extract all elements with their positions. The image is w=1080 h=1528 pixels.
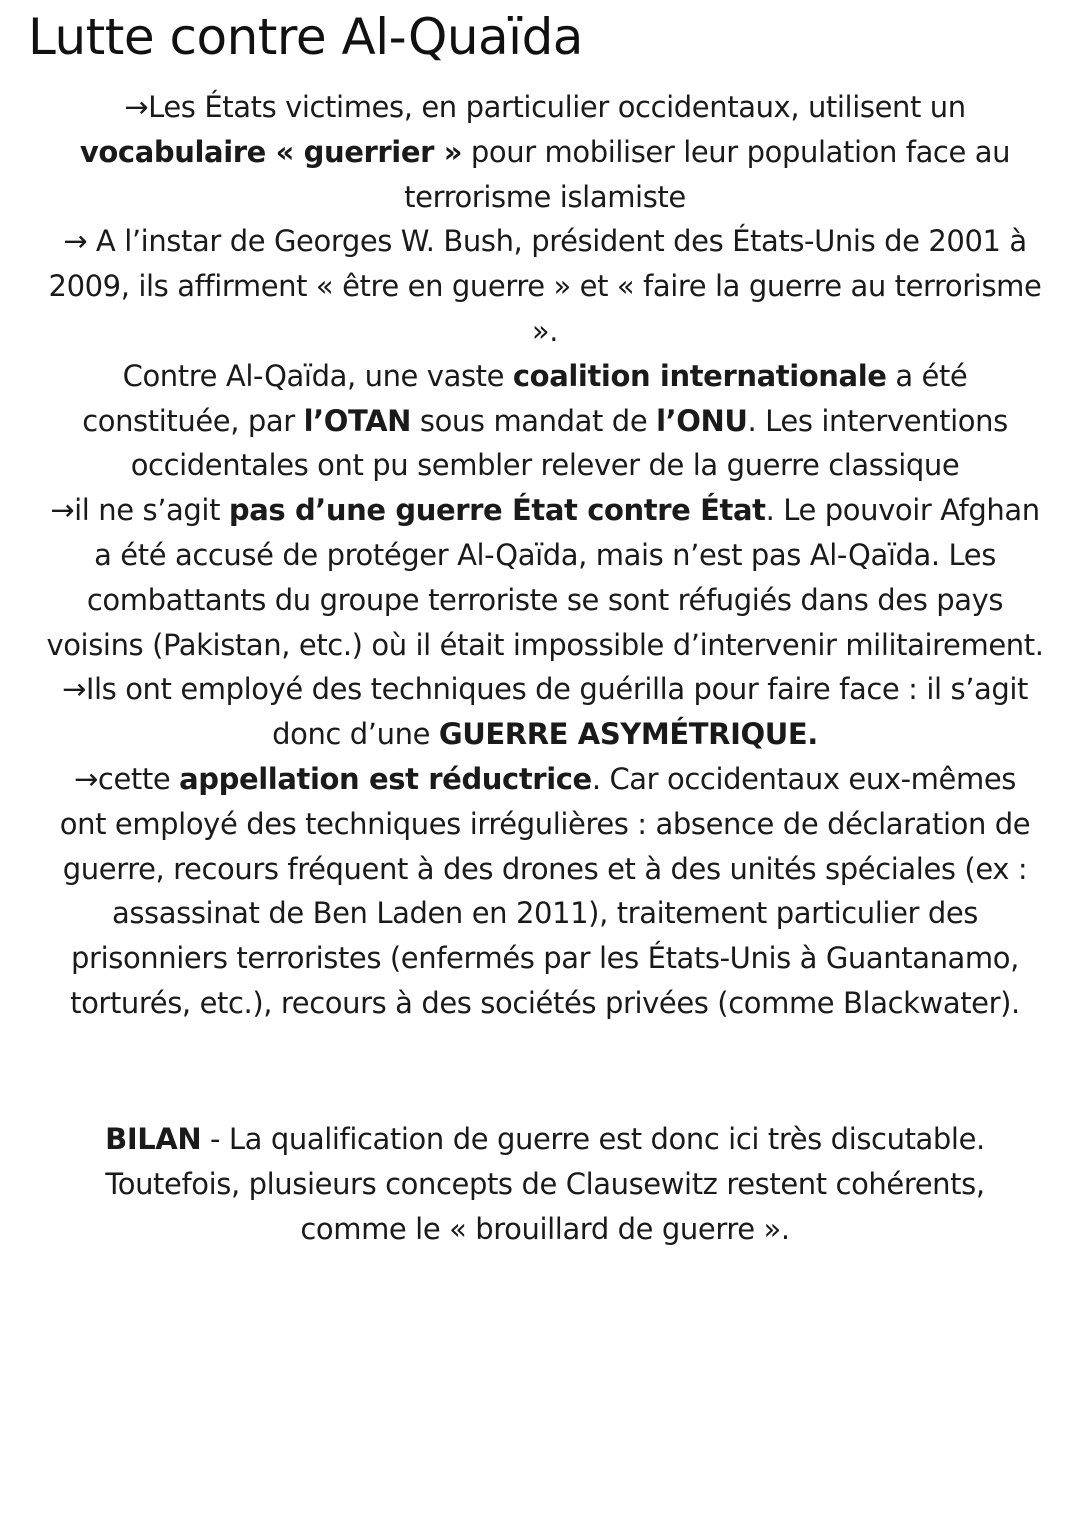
text-line: [36, 443, 1054, 488]
text-segment: ont employé des techniques irrégulières : absence de déclaration de: [59, 806, 1031, 841]
text-line: [36, 667, 1054, 712]
text-line: [36, 623, 1054, 668]
text-segment: prisonniers terroristes (enfermés par les États-Unis à Guantanamo,: [71, 941, 1019, 976]
text-line: [36, 533, 1054, 578]
page-title: Lutte contre Al-Quaïda: [28, 8, 583, 66]
bold-text: GUERRE ASYMÉTRIQUE.: [438, 717, 818, 752]
bilan-paragraph: [36, 1117, 1054, 1251]
text-segment: comme le « brouillard de guerre ».: [300, 1211, 790, 1246]
text-segment: Contre Al-Qaïda, une vaste: [122, 358, 513, 393]
text-segment: constituée, par: [82, 403, 304, 438]
text-line: [36, 354, 1054, 399]
text-segment: . Le pouvoir Afghan: [765, 493, 1040, 528]
text-line: [36, 936, 1054, 981]
text-segment: pour mobiliser leur population face au: [462, 134, 1011, 169]
text-segment: Toutefois, plusieurs concepts de Clausewitz restent cohérents,: [105, 1166, 985, 1201]
bold-text: coalition internationale: [512, 358, 887, 393]
bold-text: l’OTAN: [303, 403, 412, 438]
text-segment: voisins (Pakistan, etc.) où il était impossible d’intervenir militairement.: [46, 627, 1044, 662]
text-line: [36, 219, 1054, 264]
text-line: [36, 891, 1054, 936]
text-line: [36, 712, 1054, 757]
text-segment: a été accusé de protéger Al-Qaïda, mais n’est pas Al-Qaïda. Les: [94, 537, 996, 572]
text-segment: assassinat de Ben Laden en 2011), traitement particulier des: [111, 896, 979, 931]
text-line: [36, 175, 1054, 220]
text-segment: →Les États victimes, en particulier occidentaux, utilisent un: [124, 90, 966, 124]
text-segment: combattants du groupe terroriste se sont réfugiés dans des pays: [86, 582, 1004, 617]
text-line: [36, 488, 1054, 533]
text-line: [36, 85, 1054, 130]
bold-text: BILAN: [105, 1122, 202, 1156]
text-line: [36, 847, 1054, 892]
text-segment: - La qualification de guerre est donc ici très discutable.: [201, 1122, 985, 1156]
text-line: [36, 578, 1054, 623]
text-segment: sous mandat de: [411, 403, 657, 438]
bilan-line: [36, 1117, 1054, 1162]
text-line: [36, 802, 1054, 847]
text-segment: 2009, ils affirment « être en guerre » et « faire la guerre au terrorisme: [48, 269, 1042, 304]
text-segment: guerre, recours fréquent à des drones et à des unités spéciales (ex :: [62, 851, 1028, 886]
text-segment: →Ils ont employé des techniques de guérilla pour faire face : il s’agit: [61, 672, 1029, 707]
text-line: [36, 309, 1054, 354]
text-line: [36, 264, 1054, 309]
text-line: [36, 130, 1054, 175]
text-segment: donc d’une: [272, 717, 439, 752]
text-segment: terrorisme islamiste: [404, 179, 686, 214]
bilan-line: [36, 1162, 1054, 1207]
text-segment: occidentales ont pu sembler relever de la guerre classique: [130, 448, 960, 483]
text-segment: . Les interventions: [747, 403, 1008, 438]
bold-text: vocabulaire « guerrier »: [79, 134, 463, 169]
text-segment: →il ne s’agit: [50, 493, 229, 528]
main-paragraph: [36, 85, 1054, 1026]
text-segment: → A l’instar de Georges W. Bush, président des États-Unis de 2001 à: [63, 224, 1027, 259]
text-segment: →cette: [74, 761, 180, 796]
text-segment: ».: [531, 313, 559, 348]
text-line: [36, 981, 1054, 1026]
bold-text: appellation est réductrice: [179, 761, 592, 796]
bold-text: pas d’une guerre État contre État: [228, 493, 766, 528]
text-segment: torturés, etc.), recours à des sociétés privées (comme Blackwater).: [70, 985, 1020, 1020]
text-segment: a été: [886, 358, 968, 393]
bold-text: l’ONU: [656, 403, 748, 438]
text-line: [36, 757, 1054, 802]
text-line: [36, 399, 1054, 444]
bilan-line: [36, 1207, 1054, 1252]
text-segment: . Car occidentaux eux-mêmes: [591, 761, 1016, 796]
